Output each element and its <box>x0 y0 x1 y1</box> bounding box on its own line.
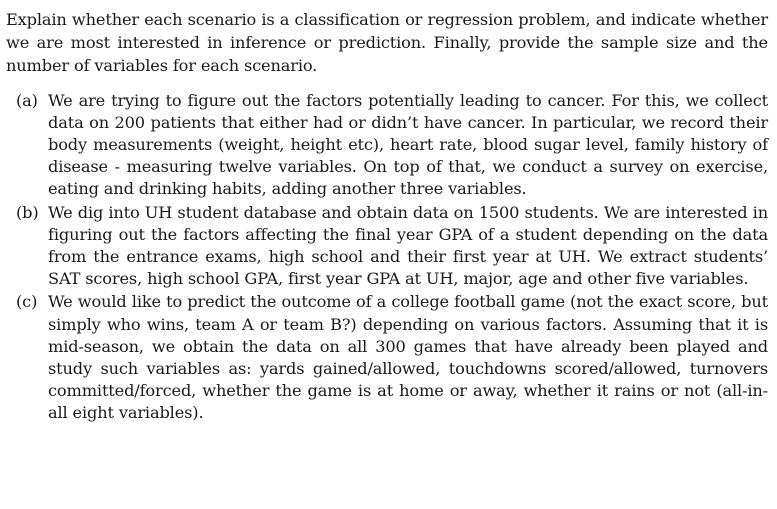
instructions-paragraph: Explain whether each scenario is a classification or regression problem, and indicate whether we are most interested in inference or prediction. Finally, provide the sample size and the number of variables for each scenario. <box>6 10 768 76</box>
scenario-b-text: We dig into UH student database and obtain data on 1500 students. We are interested in figuring out the factors affecting the final year GPA of a student depending on the data from the entrance exams, high school and their first year at UH. We extract students’ SAT scores, high school GPA, first year GPA at UH, major, age and other five variables. <box>48 202 768 289</box>
scenario-a-text: We are trying to figure out the factors potentially leading to cancer. For this, we collect data on 200 patients that either had or didn’t have cancer. In particular, we record their body measurements (weight, height etc), heart rate, blood sugar level, family history of disease - measuring twelve variables. On top of that, we conduct a survey on exercise, eating and drinking habits, adding another three variables. <box>48 90 768 199</box>
scenario-a-marker: (a) <box>16 90 38 110</box>
scenario-c-marker: (c) <box>16 292 38 312</box>
scenario-b-marker: (b) <box>16 202 39 222</box>
scenario-a <box>6 90 768 201</box>
scenario-c-text: We would like to predict the outcome of a college football game (not the exact score, but simply who wins, team A or team B?) depending on various factors. Assuming that it is mid-season, we obtain the data on all 300 games that have already been played and study such variables as: yards gained/allowed, touchdowns scored/allowed, turnovers committed/forced, whether the game is at home or away, whether it rains or not (all-in-all eight variables). <box>48 292 768 423</box>
scenario-c <box>6 291 768 424</box>
document-page <box>6 8 768 426</box>
scenario-b <box>6 202 768 291</box>
